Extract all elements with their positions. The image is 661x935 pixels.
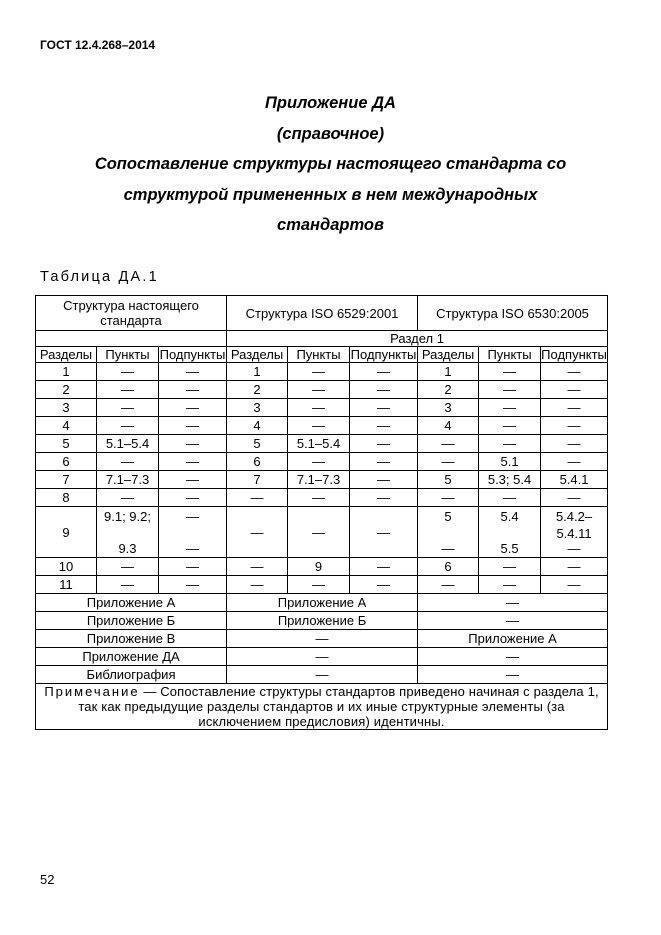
table-cell: — — [288, 399, 350, 417]
table-cell-text: 5.4.2– — [555, 508, 593, 524]
appendix-row — [36, 666, 608, 684]
table-cell: — — [350, 453, 418, 471]
table-cell: — — [350, 417, 418, 435]
table-cell: 7.1–7.3 — [97, 471, 159, 489]
table-cell: — — [159, 381, 227, 399]
table-cell-text: 5.4 — [500, 508, 519, 524]
table-cell: — — [227, 558, 288, 576]
table-row — [36, 363, 608, 381]
table-cell: — — [418, 453, 479, 471]
appendix-row — [36, 630, 608, 648]
section-label: Раздел 1 — [227, 331, 608, 347]
table-cell: — — [288, 381, 350, 399]
document-id: ГОСТ 12.4.268–2014 — [40, 38, 156, 52]
table-cell: 3 — [418, 399, 479, 417]
table-cell-text: 5.4.11 — [556, 525, 592, 541]
appendix-cell: — — [227, 630, 418, 648]
sub-header: Разделы — [36, 347, 97, 363]
table-cell: 2 — [418, 381, 479, 399]
table-cell: — — [288, 417, 350, 435]
table-cell: — — [97, 417, 159, 435]
table-row — [36, 576, 608, 594]
table-row — [36, 507, 608, 558]
table-cell: — — [350, 381, 418, 399]
table-cell-text: 9.1; 9.2; — [104, 508, 151, 524]
section-empty-cell — [36, 331, 227, 347]
table-cell: — — [159, 435, 227, 453]
table-cell-text: — — [186, 508, 200, 524]
table-cell: — — [159, 399, 227, 417]
table-cell: 1 — [36, 363, 97, 381]
table-cell: — — [350, 576, 418, 594]
table-cell: 11 — [36, 576, 97, 594]
table-cell: — — [97, 576, 159, 594]
table-cell: — — [97, 558, 159, 576]
table-row — [36, 381, 608, 399]
table-cell: — — [159, 363, 227, 381]
appendix-row — [36, 594, 608, 612]
table-cell: — — [227, 576, 288, 594]
table-cell: — — [159, 558, 227, 576]
table-cell: — — [479, 417, 541, 435]
table-cell: 5.1–5.4 — [97, 435, 159, 453]
appendix-subject-line1: Сопоставление структуры настоящего стандарта со — [94, 155, 567, 173]
sub-header: Подпункты — [159, 347, 226, 362]
table-cell: 4 — [418, 417, 479, 435]
page-number: 52 — [40, 872, 55, 887]
header-iso-6529: Структура ISO 6529:2001 — [227, 296, 418, 331]
table-cell: — — [541, 381, 608, 399]
table-cell: 5.1 — [479, 453, 541, 471]
table-cell-text: 5.5 — [500, 540, 519, 556]
table-cell: — — [97, 453, 159, 471]
appendix-status: (справочное) — [276, 124, 385, 143]
appendix-cell: — — [418, 612, 608, 630]
table-cell: — — [541, 453, 608, 471]
table-cell: — — [350, 489, 418, 507]
appendix-cell: Приложение Б — [227, 612, 418, 630]
sub-header: Подпункты — [350, 347, 417, 362]
table-row — [36, 453, 608, 471]
appendix-cell: Приложение А — [418, 630, 608, 648]
table-cell: — — [97, 381, 159, 399]
table-cell: 8 — [36, 489, 97, 507]
table-cell: — — [418, 435, 479, 453]
table-cell: — — [479, 558, 541, 576]
table-cell: — — [479, 399, 541, 417]
table-cell: — — [350, 471, 418, 489]
table-cell: 5 — [227, 435, 288, 453]
appendix-cell: Библиография — [36, 666, 227, 684]
table-cell: 2 — [227, 381, 288, 399]
appendix-cell: — — [418, 666, 608, 684]
table-cell: 5 — [36, 435, 97, 453]
table-note — [36, 684, 608, 730]
table-cell: — — [288, 363, 350, 381]
sub-header: Пункты — [97, 347, 159, 363]
appendix-subject-line3: стандартов — [277, 216, 384, 234]
table-cell — [541, 507, 608, 558]
table-cell: 4 — [227, 417, 288, 435]
sub-header: Разделы — [418, 347, 479, 363]
table-cell: — — [288, 489, 350, 507]
header-this-standard: Структура настоящего стандарта — [36, 296, 227, 331]
table-cell: 6 — [227, 453, 288, 471]
table-cell: 3 — [227, 399, 288, 417]
table-row — [36, 399, 608, 417]
table-cell: — — [97, 399, 159, 417]
table-cell — [36, 507, 97, 558]
table-cell — [97, 507, 159, 558]
table-cell: 1 — [418, 363, 479, 381]
table-cell: — — [159, 417, 227, 435]
table-cell: — — [159, 471, 227, 489]
table-row — [36, 471, 608, 489]
table-row — [36, 489, 608, 507]
table-cell: 4 — [36, 417, 97, 435]
table-cell: — — [418, 576, 479, 594]
table-cell: 5 — [418, 471, 479, 489]
table-cell — [350, 507, 418, 558]
table-cell: 1 — [227, 363, 288, 381]
table-cell: — — [288, 576, 350, 594]
table-cell-text: — — [377, 524, 391, 540]
appendix-subject-line2: структурой примененных в нем международных — [123, 185, 538, 204]
structure-comparison-table — [35, 295, 608, 730]
table-cell: 5.3; 5.4 — [479, 471, 541, 489]
table-cell: 6 — [418, 558, 479, 576]
table-cell: — — [541, 399, 608, 417]
table-row — [36, 417, 608, 435]
table-cell: — — [541, 558, 608, 576]
table-cell: — — [159, 489, 227, 507]
appendix-cell: Приложение А — [227, 594, 418, 612]
appendix-row — [36, 612, 608, 630]
sub-header: Подпункты — [541, 347, 607, 362]
table-cell — [227, 507, 288, 558]
table-cell: — — [227, 489, 288, 507]
table-caption: Таблица ДА.1 — [40, 269, 159, 285]
table-cell: — — [350, 558, 418, 576]
table-cell: 3 — [36, 399, 97, 417]
table-cell-text: 5 — [444, 508, 452, 524]
table-cell: 10 — [36, 558, 97, 576]
table-cell: — — [350, 399, 418, 417]
appendix-row — [36, 648, 608, 666]
table-cell-text: 9 — [62, 524, 70, 540]
header-iso-6530: Структура ISO 6530:2005 — [418, 296, 608, 331]
table-cell: — — [288, 453, 350, 471]
appendix-cell: — — [227, 666, 418, 684]
table-cell — [479, 507, 541, 558]
table-cell: 9 — [288, 558, 350, 576]
table-row — [36, 558, 608, 576]
table-cell: — — [350, 363, 418, 381]
table-cell — [418, 507, 479, 558]
table-cell: 5.1–5.4 — [288, 435, 350, 453]
table-cell-text: 9.3 — [118, 540, 137, 556]
table-cell: — — [97, 489, 159, 507]
appendix-cell: Приложение ДА — [36, 648, 227, 666]
appendix-title-block — [0, 88, 661, 241]
table-cell: 7.1–7.3 — [288, 471, 350, 489]
appendix-cell: Приложение Б — [36, 612, 227, 630]
table-cell: 7 — [227, 471, 288, 489]
table-row — [36, 435, 608, 453]
table-cell: — — [541, 576, 608, 594]
table-cell: 5.4.1 — [541, 471, 608, 489]
table-cell-text: — — [567, 540, 581, 556]
table-cell: — — [541, 363, 608, 381]
note-lead: Примечание — [44, 684, 140, 699]
appendix-cell: — — [418, 594, 608, 612]
table-cell — [288, 507, 350, 558]
appendix-cell: — — [227, 648, 418, 666]
sub-header-row — [36, 347, 608, 363]
table-cell: — — [479, 576, 541, 594]
table-cell: — — [541, 417, 608, 435]
table-cell: — — [541, 435, 608, 453]
table-cell-text: — — [441, 540, 455, 556]
table-cell: 6 — [36, 453, 97, 471]
sub-header: Пункты — [479, 347, 541, 363]
appendix-cell: Приложение В — [36, 630, 227, 648]
appendix-cell: Приложение А — [36, 594, 227, 612]
table-cell: — — [350, 435, 418, 453]
table-cell: 2 — [36, 381, 97, 399]
sub-header: Разделы — [227, 347, 288, 363]
table-cell: 7 — [36, 471, 97, 489]
table-cell: — — [541, 489, 608, 507]
table-cell-text: — — [312, 524, 326, 540]
appendix-title: Приложение ДА — [265, 94, 396, 112]
table-cell — [159, 507, 227, 558]
note-text: — Сопоставление структуры стандартов приведено начиная с раздела 1, так как предыдущие разделы стандартов и их иные структурные элементы (за исключением предисловия) идентичны. — [78, 684, 599, 729]
appendix-cell: — — [418, 648, 608, 666]
note-row — [36, 684, 608, 730]
table-cell: — — [159, 576, 227, 594]
table-cell: — — [479, 489, 541, 507]
table-cell-text: — — [186, 540, 200, 556]
sub-header: Пункты — [288, 347, 350, 363]
table-cell: — — [97, 363, 159, 381]
table-cell: — — [418, 489, 479, 507]
table-cell-text: — — [250, 524, 264, 540]
table-cell: — — [479, 381, 541, 399]
table-cell: — — [479, 435, 541, 453]
table-cell: — — [159, 453, 227, 471]
table-cell: — — [479, 363, 541, 381]
